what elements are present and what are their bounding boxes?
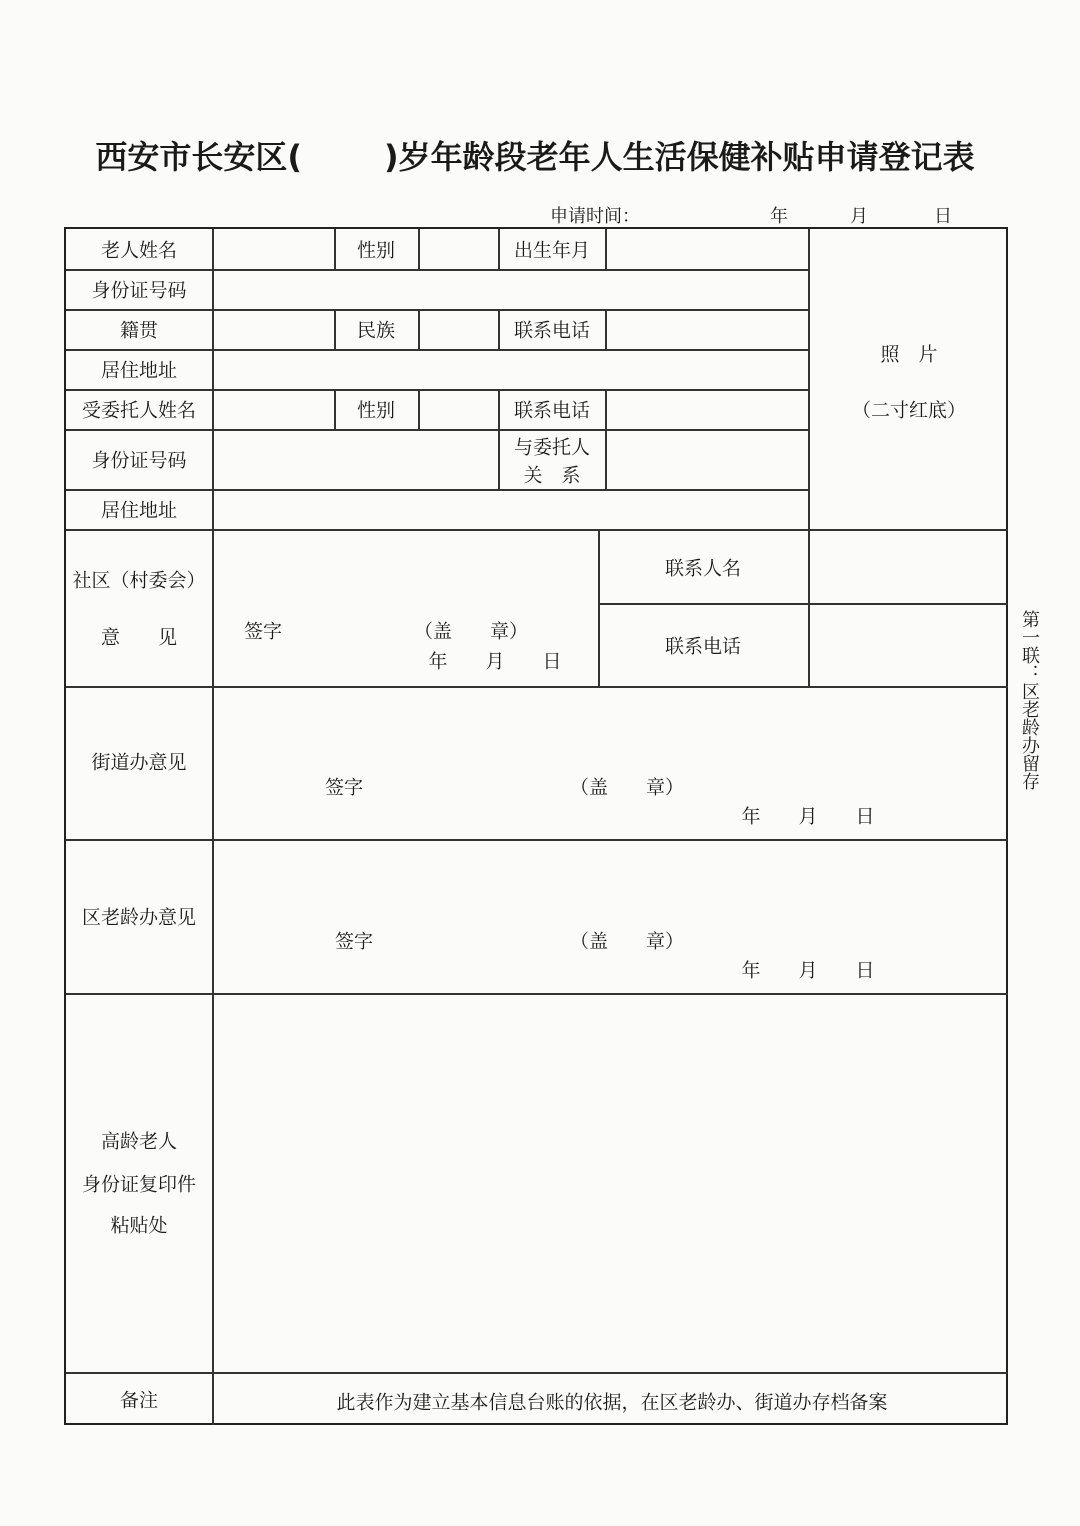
community-date: 年 月 日 [428,650,562,673]
id-copy-label-line1: 高龄老人 [100,1130,178,1153]
page-title [0,132,1070,178]
application-form-table [64,227,1008,1425]
community-sign-label: 签字 [243,620,283,643]
gender-label: 性别 [356,239,396,262]
phone-label: 联系电话 [513,319,591,342]
id-copy-label-line2: 身份证复印件 [81,1173,197,1196]
application-date-label: 申请时间： [550,206,640,227]
relation-label-line1: 与委托人 [513,436,591,459]
id-number-label: 身份证号码 [91,279,187,302]
street-office-label: 街道办意见 [91,751,187,774]
community-contact-name-label: 联系人名 [664,557,742,580]
ethnicity-label: 民族 [356,319,396,342]
district-office-seal-label: （盖 章） [569,930,685,953]
trustee-phone-label: 联系电话 [513,399,591,422]
trustee-gender-label: 性别 [356,399,396,422]
remarks-label: 备注 [119,1389,159,1412]
birth-date-label: 出生年月 [513,239,591,262]
street-office-sign-label: 签字 [324,776,364,799]
photo-note: （二寸红底） [851,399,967,422]
native-place-label: 籍贯 [119,319,159,342]
community-label-line2: 意 见 [100,626,178,649]
elder-name-label: 老人姓名 [100,239,178,262]
address-label: 居住地址 [100,359,178,382]
trustee-name-label: 受委托人姓名 [81,399,197,422]
title-suffix: )岁年龄段老年人生活保健补贴申请登记表 [384,138,975,176]
district-office-label: 区老龄办意见 [81,906,197,929]
community-contact-phone-label: 联系电话 [664,635,742,658]
street-office-date: 年 月 日 [741,805,875,828]
application-date-year[interactable]: 年 [770,206,788,227]
street-office-seal-label: （盖 章） [569,776,685,799]
trustee-id-number-label: 身份证号码 [91,449,187,472]
community-label-line1: 社区（村委会） [72,569,206,592]
community-seal-label: （盖 章） [413,620,529,643]
relation-label-line2: 关 系 [523,464,581,487]
district-office-date: 年 月 日 [741,959,875,982]
district-office-sign-label: 签字 [334,930,374,953]
application-date-day[interactable]: 日 [934,206,952,227]
remarks-text: 此表作为建立基本信息台账的依据，在区老龄办、街道办存档备案 [336,1391,888,1414]
id-copy-label-line3: 粘贴处 [110,1214,168,1237]
photo-label: 照 片 [880,343,938,366]
application-date-month[interactable]: 月 [850,206,868,227]
copy-stub-note: 第一联：区老龄办留存 [1019,610,1040,790]
trustee-address-label: 居住地址 [100,499,178,522]
title-prefix: 西安市长安区( [95,138,302,176]
